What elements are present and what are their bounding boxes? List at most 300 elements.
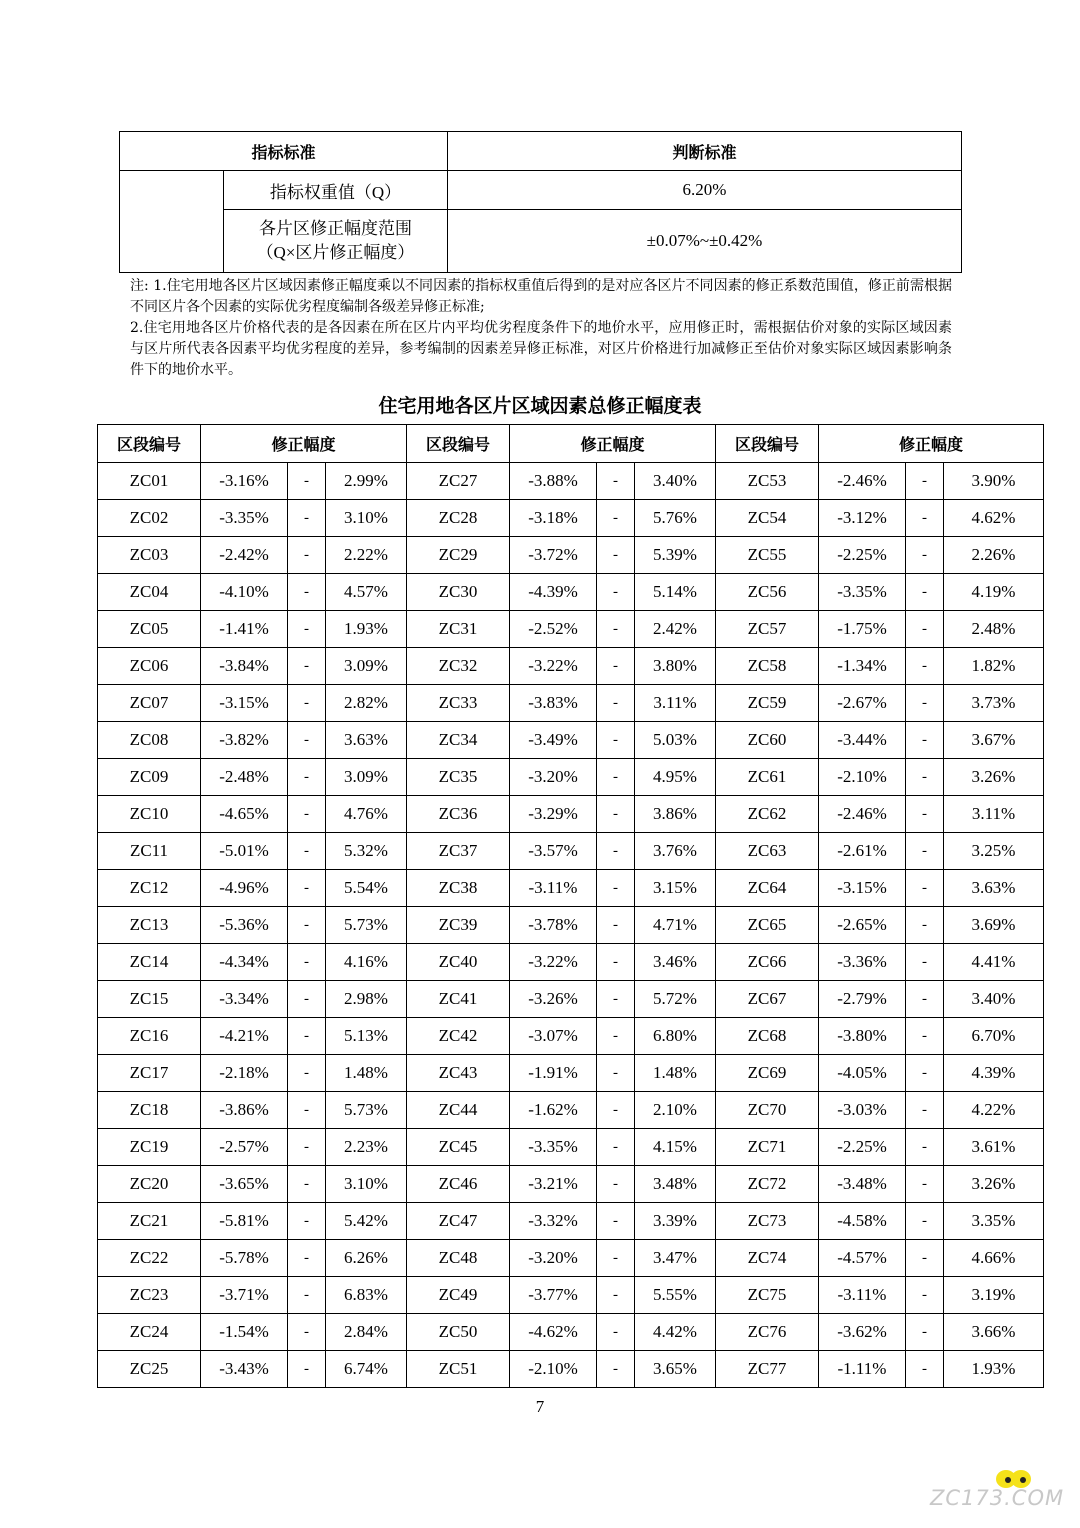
- range-separator-cell: -: [288, 463, 326, 500]
- range-max-cell: 5.42%: [326, 1203, 407, 1240]
- range-min-cell: -3.22%: [510, 944, 597, 981]
- range-value: ±0.07%~±0.42%: [448, 210, 962, 273]
- range-separator-cell: -: [906, 1203, 944, 1240]
- range-min-cell: -2.10%: [819, 759, 906, 796]
- section-id-cell: ZC22: [98, 1240, 201, 1277]
- range-min-cell: -2.52%: [510, 611, 597, 648]
- range-separator-cell: -: [288, 796, 326, 833]
- range-separator-cell: -: [288, 1351, 326, 1388]
- section-id-cell: ZC08: [98, 722, 201, 759]
- section-id-cell: ZC34: [407, 722, 510, 759]
- section-id-cell: ZC25: [98, 1351, 201, 1388]
- range-separator-cell: -: [288, 981, 326, 1018]
- range-separator-cell: -: [906, 944, 944, 981]
- section-id-cell: ZC10: [98, 796, 201, 833]
- range-min-cell: -2.25%: [819, 1129, 906, 1166]
- range-separator-cell: -: [597, 463, 635, 500]
- range-separator-cell: -: [288, 870, 326, 907]
- range-max-cell: 3.40%: [944, 981, 1044, 1018]
- range-separator-cell: -: [906, 870, 944, 907]
- range-separator-cell: -: [906, 1166, 944, 1203]
- range-max-cell: 3.26%: [944, 1166, 1044, 1203]
- correction-range-table: [97, 424, 1044, 1388]
- range-min-cell: -4.34%: [201, 944, 288, 981]
- range-separator-cell: -: [597, 1203, 635, 1240]
- range-min-cell: -3.82%: [201, 722, 288, 759]
- range-max-cell: 4.42%: [635, 1314, 716, 1351]
- section-id-cell: ZC49: [407, 1277, 510, 1314]
- range-separator-cell: -: [906, 833, 944, 870]
- range-max-cell: 6.70%: [944, 1018, 1044, 1055]
- range-separator-cell: -: [906, 537, 944, 574]
- range-separator-cell: -: [906, 759, 944, 796]
- section-id-cell: ZC64: [716, 870, 819, 907]
- section-id-cell: ZC42: [407, 1018, 510, 1055]
- section-id-cell: ZC44: [407, 1092, 510, 1129]
- range-max-cell: 4.71%: [635, 907, 716, 944]
- section-id-cell: ZC06: [98, 648, 201, 685]
- range-min-cell: -3.65%: [201, 1166, 288, 1203]
- range-separator-cell: -: [906, 981, 944, 1018]
- weight-label: 指标权重值（Q）: [224, 171, 448, 210]
- criteria-table: [119, 131, 962, 273]
- range-separator-cell: -: [288, 1129, 326, 1166]
- range-min-cell: -3.62%: [819, 1314, 906, 1351]
- range-max-cell: 2.82%: [326, 685, 407, 722]
- range-min-cell: -3.80%: [819, 1018, 906, 1055]
- header-correction-range: 修正幅度: [819, 425, 1044, 463]
- range-min-cell: -3.16%: [201, 463, 288, 500]
- range-max-cell: 4.57%: [326, 574, 407, 611]
- range-max-cell: 3.46%: [635, 944, 716, 981]
- range-max-cell: 1.82%: [944, 648, 1044, 685]
- page-number: 7: [535, 1397, 545, 1416]
- range-max-cell: 3.67%: [944, 722, 1044, 759]
- table-row: [98, 500, 1044, 537]
- range-min-cell: -3.77%: [510, 1277, 597, 1314]
- range-max-cell: 4.16%: [326, 944, 407, 981]
- section-id-cell: ZC39: [407, 907, 510, 944]
- table-row: [98, 1018, 1044, 1055]
- range-separator-cell: -: [597, 1129, 635, 1166]
- section-id-cell: ZC66: [716, 944, 819, 981]
- range-max-cell: 6.83%: [326, 1277, 407, 1314]
- range-max-cell: 5.72%: [635, 981, 716, 1018]
- section-id-cell: ZC18: [98, 1092, 201, 1129]
- range-min-cell: -3.86%: [201, 1092, 288, 1129]
- section-id-cell: ZC24: [98, 1314, 201, 1351]
- table-row: [98, 796, 1044, 833]
- range-separator-cell: -: [288, 1240, 326, 1277]
- range-max-cell: 3.15%: [635, 870, 716, 907]
- range-max-cell: 2.84%: [326, 1314, 407, 1351]
- range-separator-cell: -: [597, 1351, 635, 1388]
- range-separator-cell: -: [597, 1277, 635, 1314]
- table-row: [98, 722, 1044, 759]
- range-min-cell: -4.57%: [819, 1240, 906, 1277]
- criteria-header-judgement: 判断标准: [448, 132, 962, 171]
- range-max-cell: 2.10%: [635, 1092, 716, 1129]
- table-row: [98, 1277, 1044, 1314]
- header-section-id: 区段编号: [716, 425, 819, 463]
- section-id-cell: ZC01: [98, 463, 201, 500]
- range-max-cell: 3.69%: [944, 907, 1044, 944]
- range-min-cell: -4.62%: [510, 1314, 597, 1351]
- table-row: [98, 944, 1044, 981]
- section-id-cell: ZC55: [716, 537, 819, 574]
- range-min-cell: -3.20%: [510, 759, 597, 796]
- table-row: [98, 833, 1044, 870]
- range-max-cell: 5.13%: [326, 1018, 407, 1055]
- range-max-cell: 4.66%: [944, 1240, 1044, 1277]
- range-max-cell: 4.19%: [944, 574, 1044, 611]
- section-id-cell: ZC67: [716, 981, 819, 1018]
- range-label-line2: （Q×区片修正幅度）: [256, 243, 415, 262]
- section-id-cell: ZC16: [98, 1018, 201, 1055]
- table-row: [98, 1092, 1044, 1129]
- section-id-cell: ZC36: [407, 796, 510, 833]
- section-id-cell: ZC60: [716, 722, 819, 759]
- range-min-cell: -3.15%: [819, 870, 906, 907]
- table-title: 住宅用地各区片区域因素总修正幅度表: [378, 395, 702, 417]
- table-row: [98, 1055, 1044, 1092]
- range-max-cell: 3.11%: [944, 796, 1044, 833]
- range-min-cell: -4.65%: [201, 796, 288, 833]
- range-separator-cell: -: [906, 1018, 944, 1055]
- table-row: [98, 574, 1044, 611]
- range-min-cell: -3.29%: [510, 796, 597, 833]
- criteria-blank-cell: [120, 171, 224, 273]
- range-separator-cell: -: [906, 907, 944, 944]
- range-max-cell: 5.73%: [326, 907, 407, 944]
- range-separator-cell: -: [597, 611, 635, 648]
- section-id-cell: ZC19: [98, 1129, 201, 1166]
- range-separator-cell: -: [906, 796, 944, 833]
- section-id-cell: ZC51: [407, 1351, 510, 1388]
- section-id-cell: ZC59: [716, 685, 819, 722]
- range-min-cell: -2.65%: [819, 907, 906, 944]
- table-row: [98, 1166, 1044, 1203]
- range-min-cell: -3.83%: [510, 685, 597, 722]
- section-id-cell: ZC54: [716, 500, 819, 537]
- table-row: [98, 463, 1044, 500]
- range-separator-cell: -: [597, 796, 635, 833]
- range-separator-cell: -: [288, 648, 326, 685]
- range-max-cell: 5.03%: [635, 722, 716, 759]
- range-separator-cell: -: [288, 944, 326, 981]
- range-min-cell: -3.78%: [510, 907, 597, 944]
- header-correction-range: 修正幅度: [510, 425, 716, 463]
- range-max-cell: 6.74%: [326, 1351, 407, 1388]
- section-id-cell: ZC72: [716, 1166, 819, 1203]
- table-row: [98, 685, 1044, 722]
- table-row: [98, 1351, 1044, 1388]
- section-id-cell: ZC77: [716, 1351, 819, 1388]
- section-id-cell: ZC56: [716, 574, 819, 611]
- range-min-cell: -3.07%: [510, 1018, 597, 1055]
- range-max-cell: 2.42%: [635, 611, 716, 648]
- section-id-cell: ZC07: [98, 685, 201, 722]
- range-separator-cell: -: [288, 1055, 326, 1092]
- range-separator-cell: -: [288, 1314, 326, 1351]
- range-min-cell: -3.22%: [510, 648, 597, 685]
- section-id-cell: ZC15: [98, 981, 201, 1018]
- table-row: [98, 870, 1044, 907]
- range-separator-cell: -: [597, 574, 635, 611]
- range-min-cell: -3.26%: [510, 981, 597, 1018]
- range-max-cell: 3.61%: [944, 1129, 1044, 1166]
- range-min-cell: -5.78%: [201, 1240, 288, 1277]
- range-max-cell: 5.54%: [326, 870, 407, 907]
- note-1: 注: 1.住宅用地各区片区域因素修正幅度乘以不同因素的指标权重值后得到的是对应各区片不同因素的修正系数范围值，修正前需根据不同区片各个因素的实际优劣程度编制各级差异修正标准;: [130, 278, 952, 315]
- range-max-cell: 2.26%: [944, 537, 1044, 574]
- range-separator-cell: -: [906, 1055, 944, 1092]
- header-section-id: 区段编号: [407, 425, 510, 463]
- range-max-cell: 1.48%: [326, 1055, 407, 1092]
- range-separator-cell: -: [288, 611, 326, 648]
- range-separator-cell: -: [597, 685, 635, 722]
- range-max-cell: 5.73%: [326, 1092, 407, 1129]
- range-min-cell: -2.79%: [819, 981, 906, 1018]
- section-id-cell: ZC41: [407, 981, 510, 1018]
- range-min-cell: -2.57%: [201, 1129, 288, 1166]
- section-id-cell: ZC20: [98, 1166, 201, 1203]
- range-min-cell: -1.41%: [201, 611, 288, 648]
- table-row: [98, 1129, 1044, 1166]
- range-min-cell: -3.44%: [819, 722, 906, 759]
- range-min-cell: -3.12%: [819, 500, 906, 537]
- range-max-cell: 3.73%: [944, 685, 1044, 722]
- range-max-cell: 1.93%: [326, 611, 407, 648]
- section-id-cell: ZC38: [407, 870, 510, 907]
- range-max-cell: 2.98%: [326, 981, 407, 1018]
- range-min-cell: -5.36%: [201, 907, 288, 944]
- range-max-cell: 5.39%: [635, 537, 716, 574]
- range-separator-cell: -: [288, 833, 326, 870]
- range-separator-cell: -: [597, 1055, 635, 1092]
- section-id-cell: ZC03: [98, 537, 201, 574]
- section-id-cell: ZC65: [716, 907, 819, 944]
- section-id-cell: ZC50: [407, 1314, 510, 1351]
- section-id-cell: ZC40: [407, 944, 510, 981]
- range-max-cell: 3.11%: [635, 685, 716, 722]
- notes: [130, 276, 952, 381]
- range-max-cell: 3.40%: [635, 463, 716, 500]
- range-separator-cell: -: [288, 907, 326, 944]
- range-max-cell: 6.80%: [635, 1018, 716, 1055]
- section-id-cell: ZC04: [98, 574, 201, 611]
- section-id-cell: ZC33: [407, 685, 510, 722]
- range-max-cell: 4.95%: [635, 759, 716, 796]
- range-min-cell: -3.35%: [201, 500, 288, 537]
- range-separator-cell: -: [906, 1092, 944, 1129]
- range-max-cell: 3.39%: [635, 1203, 716, 1240]
- section-id-cell: ZC23: [98, 1277, 201, 1314]
- section-id-cell: ZC68: [716, 1018, 819, 1055]
- range-separator-cell: -: [597, 1240, 635, 1277]
- range-min-cell: -2.46%: [819, 796, 906, 833]
- range-min-cell: -3.71%: [201, 1277, 288, 1314]
- range-min-cell: -3.49%: [510, 722, 597, 759]
- range-label-line1: 各片区修正幅度范围: [259, 219, 412, 238]
- range-min-cell: -2.18%: [201, 1055, 288, 1092]
- watermark: ZC173.COM: [930, 1486, 1065, 1510]
- range-separator-cell: -: [597, 759, 635, 796]
- range-max-cell: 1.93%: [944, 1351, 1044, 1388]
- range-separator-cell: -: [288, 1203, 326, 1240]
- criteria-header-indicator: 指标标准: [120, 132, 448, 171]
- range-min-cell: -3.20%: [510, 1240, 597, 1277]
- range-max-cell: 3.25%: [944, 833, 1044, 870]
- section-id-cell: ZC76: [716, 1314, 819, 1351]
- range-min-cell: -3.18%: [510, 500, 597, 537]
- range-separator-cell: -: [597, 1092, 635, 1129]
- range-min-cell: -1.91%: [510, 1055, 597, 1092]
- range-max-cell: 3.90%: [944, 463, 1044, 500]
- section-id-cell: ZC75: [716, 1277, 819, 1314]
- range-min-cell: -3.88%: [510, 463, 597, 500]
- note-2: 2.住宅用地各区片价格代表的是各因素在所在区片内平均优劣程度条件下的地价水平，应用修正时，需根据估价对象的实际区域因素与区片所代表各因素平均优劣程度的差异，参考编制的因素差异修正标准，对区片价格进行加减修正至估价对象实际区域因素影响条件下的地价水平。: [130, 320, 952, 378]
- range-max-cell: 4.62%: [944, 500, 1044, 537]
- table-header-row: [98, 425, 1044, 463]
- range-separator-cell: -: [288, 722, 326, 759]
- section-id-cell: ZC27: [407, 463, 510, 500]
- range-separator-cell: -: [597, 722, 635, 759]
- range-min-cell: -4.10%: [201, 574, 288, 611]
- section-id-cell: ZC32: [407, 648, 510, 685]
- range-max-cell: 3.19%: [944, 1277, 1044, 1314]
- range-separator-cell: -: [906, 1129, 944, 1166]
- range-min-cell: -2.42%: [201, 537, 288, 574]
- range-max-cell: 3.86%: [635, 796, 716, 833]
- range-separator-cell: -: [906, 463, 944, 500]
- range-min-cell: -4.21%: [201, 1018, 288, 1055]
- section-id-cell: ZC69: [716, 1055, 819, 1092]
- range-max-cell: 5.76%: [635, 500, 716, 537]
- range-separator-cell: -: [597, 907, 635, 944]
- range-separator-cell: -: [288, 500, 326, 537]
- range-min-cell: -3.35%: [819, 574, 906, 611]
- range-max-cell: 3.66%: [944, 1314, 1044, 1351]
- range-min-cell: -3.43%: [201, 1351, 288, 1388]
- range-separator-cell: -: [288, 1018, 326, 1055]
- range-min-cell: -1.34%: [819, 648, 906, 685]
- section-id-cell: ZC73: [716, 1203, 819, 1240]
- section-id-cell: ZC43: [407, 1055, 510, 1092]
- range-max-cell: 4.39%: [944, 1055, 1044, 1092]
- range-min-cell: -1.62%: [510, 1092, 597, 1129]
- range-max-cell: 2.22%: [326, 537, 407, 574]
- section-id-cell: ZC02: [98, 500, 201, 537]
- section-id-cell: ZC30: [407, 574, 510, 611]
- range-max-cell: 3.76%: [635, 833, 716, 870]
- range-separator-cell: -: [906, 611, 944, 648]
- range-min-cell: -5.01%: [201, 833, 288, 870]
- range-min-cell: -3.34%: [201, 981, 288, 1018]
- section-id-cell: ZC74: [716, 1240, 819, 1277]
- range-max-cell: 4.41%: [944, 944, 1044, 981]
- section-id-cell: ZC63: [716, 833, 819, 870]
- range-min-cell: -3.03%: [819, 1092, 906, 1129]
- range-separator-cell: -: [288, 1092, 326, 1129]
- range-min-cell: -3.48%: [819, 1166, 906, 1203]
- range-separator-cell: -: [288, 537, 326, 574]
- range-separator-cell: -: [288, 574, 326, 611]
- range-max-cell: 3.09%: [326, 648, 407, 685]
- range-min-cell: -3.11%: [510, 870, 597, 907]
- range-min-cell: -3.21%: [510, 1166, 597, 1203]
- range-max-cell: 4.76%: [326, 796, 407, 833]
- range-label: [224, 210, 448, 273]
- section-id-cell: ZC48: [407, 1240, 510, 1277]
- range-min-cell: -1.11%: [819, 1351, 906, 1388]
- section-id-cell: ZC47: [407, 1203, 510, 1240]
- range-min-cell: -3.32%: [510, 1203, 597, 1240]
- range-separator-cell: -: [597, 1166, 635, 1203]
- range-min-cell: -3.35%: [510, 1129, 597, 1166]
- range-max-cell: 2.23%: [326, 1129, 407, 1166]
- range-min-cell: -4.96%: [201, 870, 288, 907]
- range-min-cell: -1.54%: [201, 1314, 288, 1351]
- range-separator-cell: -: [597, 944, 635, 981]
- section-id-cell: ZC13: [98, 907, 201, 944]
- table-row: [98, 611, 1044, 648]
- header-correction-range: 修正幅度: [201, 425, 407, 463]
- range-max-cell: 1.48%: [635, 1055, 716, 1092]
- range-max-cell: 3.09%: [326, 759, 407, 796]
- range-min-cell: -2.10%: [510, 1351, 597, 1388]
- table-row: [98, 907, 1044, 944]
- section-id-cell: ZC71: [716, 1129, 819, 1166]
- table-row: [98, 648, 1044, 685]
- section-id-cell: ZC05: [98, 611, 201, 648]
- range-separator-cell: -: [906, 1351, 944, 1388]
- section-id-cell: ZC62: [716, 796, 819, 833]
- range-max-cell: 3.35%: [944, 1203, 1044, 1240]
- range-max-cell: 5.55%: [635, 1277, 716, 1314]
- section-id-cell: ZC46: [407, 1166, 510, 1203]
- range-max-cell: 3.47%: [635, 1240, 716, 1277]
- range-separator-cell: -: [288, 685, 326, 722]
- range-separator-cell: -: [597, 833, 635, 870]
- range-separator-cell: -: [597, 500, 635, 537]
- range-min-cell: -3.57%: [510, 833, 597, 870]
- range-min-cell: -3.36%: [819, 944, 906, 981]
- section-id-cell: ZC37: [407, 833, 510, 870]
- range-min-cell: -4.05%: [819, 1055, 906, 1092]
- section-id-cell: ZC57: [716, 611, 819, 648]
- table-row: [98, 1240, 1044, 1277]
- section-id-cell: ZC11: [98, 833, 201, 870]
- range-min-cell: -5.81%: [201, 1203, 288, 1240]
- range-min-cell: -2.46%: [819, 463, 906, 500]
- range-separator-cell: -: [906, 685, 944, 722]
- section-id-cell: ZC45: [407, 1129, 510, 1166]
- range-separator-cell: -: [288, 759, 326, 796]
- range-separator-cell: -: [906, 1277, 944, 1314]
- range-min-cell: -3.72%: [510, 537, 597, 574]
- range-separator-cell: -: [597, 648, 635, 685]
- range-max-cell: 3.10%: [326, 500, 407, 537]
- range-min-cell: -2.67%: [819, 685, 906, 722]
- range-separator-cell: -: [906, 574, 944, 611]
- section-id-cell: ZC31: [407, 611, 510, 648]
- range-separator-cell: -: [906, 1314, 944, 1351]
- range-max-cell: 5.14%: [635, 574, 716, 611]
- range-separator-cell: -: [906, 648, 944, 685]
- range-max-cell: 2.99%: [326, 463, 407, 500]
- range-min-cell: -1.75%: [819, 611, 906, 648]
